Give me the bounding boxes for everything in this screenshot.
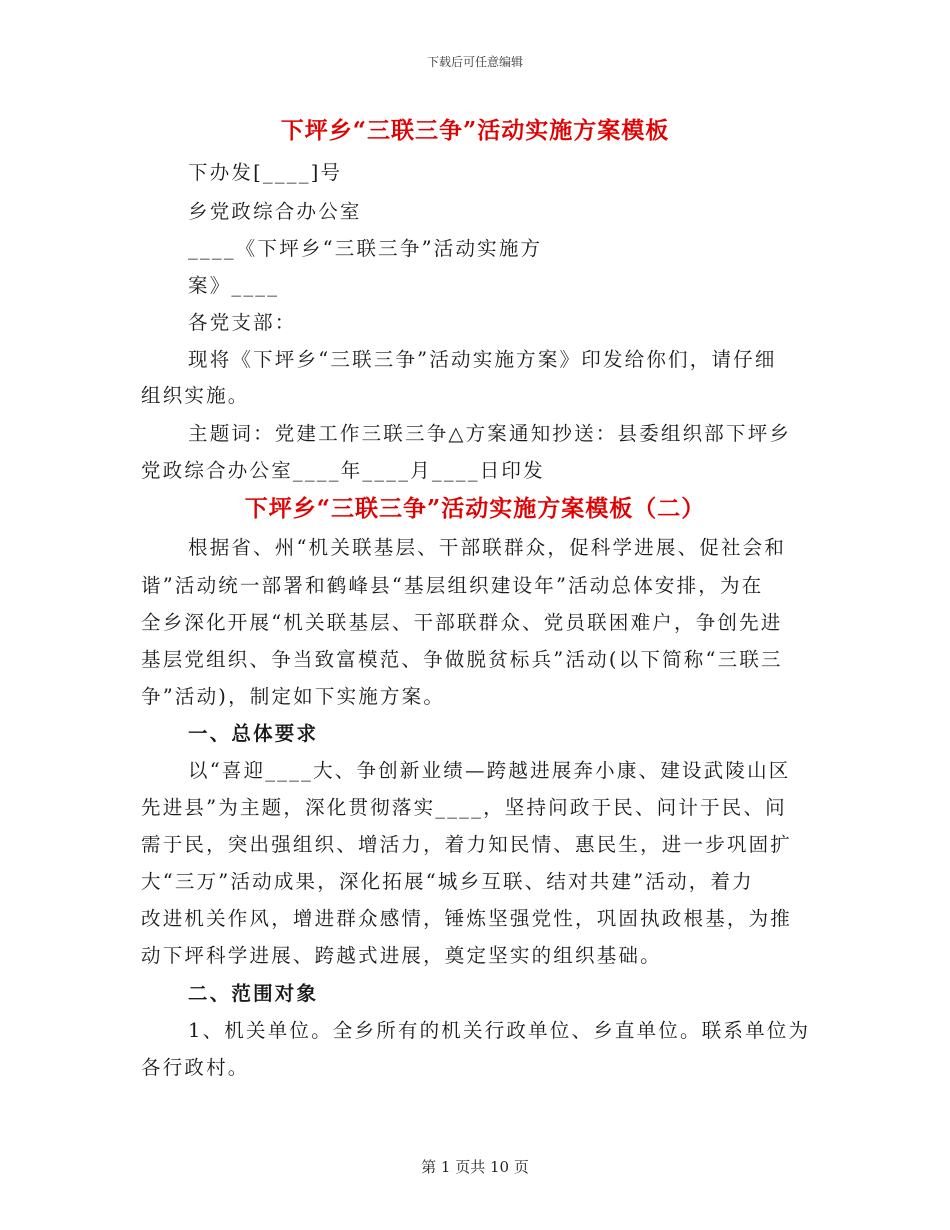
paragraph-notice-line: 组织实施。 <box>141 384 250 407</box>
paragraph-requirements-line: 需于民，突出强组织、增活力，着力知民情、惠民生，进一步巩固扩 <box>141 833 793 856</box>
doc-number: 下办发[____]号 <box>188 161 343 184</box>
paragraph-requirements-line: 改进机关作风，增进群众感情，锤炼坚强党性，巩固执政根基，为推 <box>141 907 793 930</box>
paragraph-scope-line: 各行政村。 <box>141 1056 250 1079</box>
paragraph-keywords-line: 党政综合办公室____年____月____日印发 <box>141 459 545 482</box>
heading-general-requirements: 一、总体要求 <box>188 722 319 745</box>
section-title: 下坪乡“三联三争”活动实施方案模板（二） <box>244 495 706 522</box>
page-footer: 第 1 页共 10 页 <box>421 1158 529 1176</box>
issuer: 乡党政综合办公室 <box>188 200 362 223</box>
paragraph-requirements-line: 动下坪科学进展、跨越式进展，奠定坚实的组织基础。 <box>141 944 662 967</box>
paragraph-intro-line: 全乡深化开展“机关联基层、干部联群众、党员联困难户，争创先进 <box>141 611 783 634</box>
document-title: 下坪乡“三联三争”活动实施方案模板 <box>280 117 670 144</box>
paragraph-requirements-line: 以“喜迎____大、争创新业绩—跨越进展奔小康、建设武陵山区 <box>188 759 791 782</box>
page-header: 下载后可任意编辑 <box>426 55 523 69</box>
paragraph-requirements-line: 先进县”为主题，深化贯彻落实____，坚持问政于民、问计于民、问 <box>141 796 787 819</box>
paragraph-keywords-line: 主题词：党建工作三联三争△方案通知抄送：县委组织部下坪乡 <box>188 422 792 445</box>
paragraph-intro-line: 争”活动)，制定如下实施方案。 <box>141 685 446 708</box>
paragraph-scope-line: 1、机关单位。全乡所有的机关行政单位、乡直单位。联系单位为 <box>188 1019 811 1042</box>
paragraph-intro-line: 谐”活动统一部署和鹤峰县“基层组织建设年”活动总体安排，为在 <box>141 574 764 597</box>
heading-scope: 二、范围对象 <box>188 982 319 1005</box>
paragraph-intro-line: 基层党组织、争当致富模范、争做脱贫标兵”活动(以下简称“三联三 <box>141 648 783 671</box>
subject-line-2: 案》____ <box>188 274 280 297</box>
paragraph-intro-line: 根据省、州“机关联基层、干部联群众，促科学进展、促社会和 <box>188 536 787 559</box>
paragraph-requirements-line: 大“三万”活动成果，深化拓展“城乡互联、结对共建”活动，着力 <box>141 870 754 893</box>
addressee: 各党支部： <box>188 311 297 334</box>
subject-line-1: ____《下坪乡“三联三争”活动实施方 <box>188 237 543 260</box>
paragraph-notice-line: 现将《下坪乡“三联三争”活动实施方案》印发给你们，请仔细 <box>188 348 777 371</box>
